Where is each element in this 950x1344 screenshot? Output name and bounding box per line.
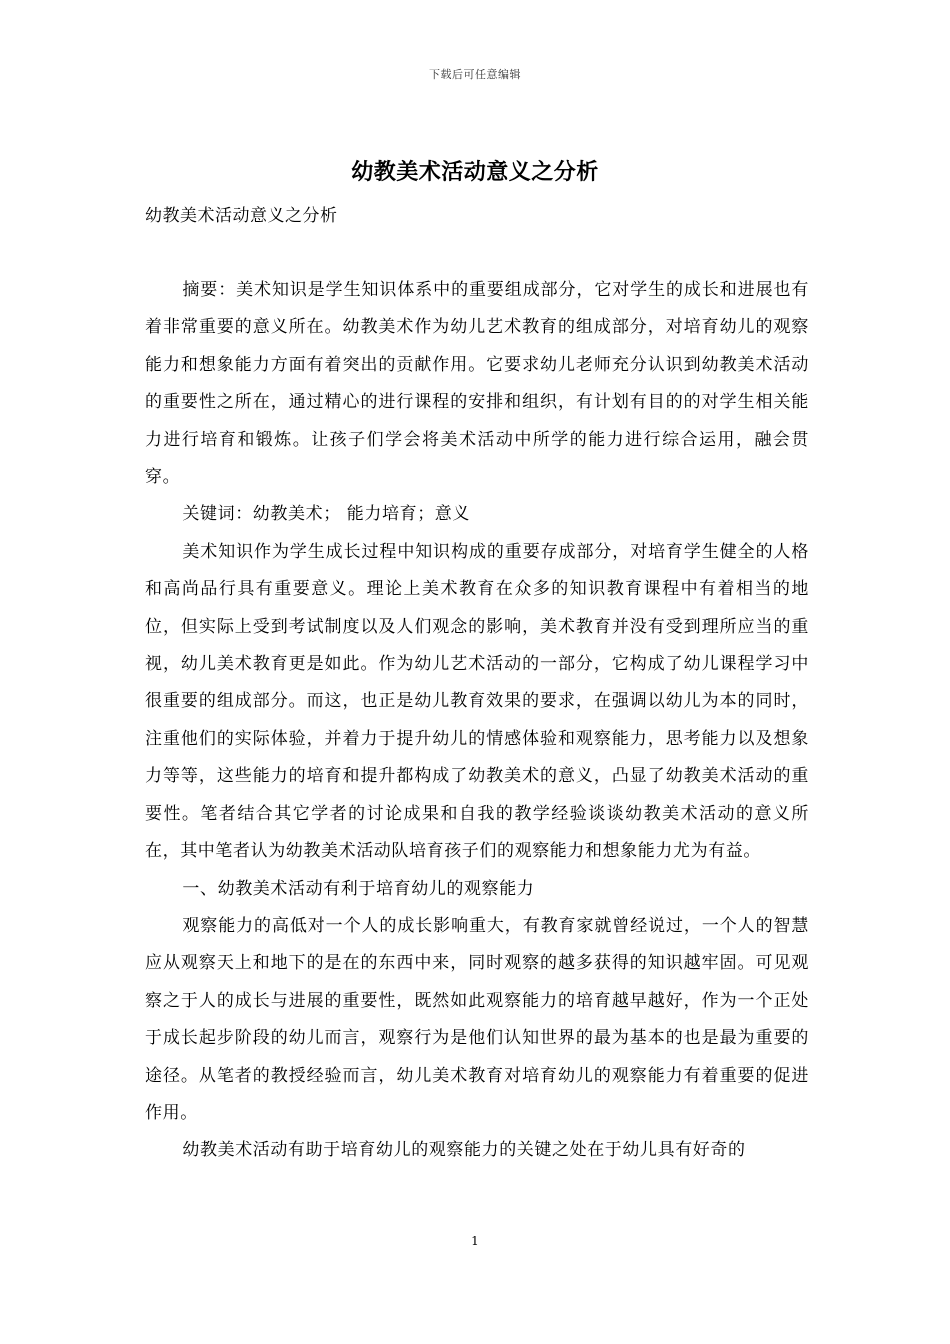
document-body bbox=[145, 272, 809, 1170]
body-paragraph: 美术知识作为学生成长过程中知识构成的重要存成部分，对培育学生健全的人格和高尚品行具有重要意义。理论上美术教育在众多的知识教育课程中有着相当的地位，但实际上受到考试制度以及人们观念的影响，美术教育并没有受到理所应当的重视，幼儿美术教育更是如此。作为幼儿艺术活动的一部分，它构成了幼儿课程学习中很重要的组成部分。而这，也正是幼儿教育效果的要求，在强调以幼儿为本的同时，注重他们的实际体验，并着力于提升幼儿的情感体验和观察能力，思考能力以及想象力等等，这些能力的培育和提升都构成了幼教美术的意义，凸显了幼教美术活动的重要性。笔者结合其它学者的讨论成果和自我的教学经验谈谈幼教美术活动的意义所在，其中笔者认为幼教美术活动队培育孩子们的观察能力和想象能力尤为有益。 bbox=[145, 541, 809, 862]
section-heading: 一、幼教美术活动有利于培育幼儿的观察能力 bbox=[182, 878, 535, 899]
abstract-paragraph: 摘要：美术知识是学生知识体系中的重要组成部分，它对学生的成长和进展也有着非常重要的意义所在。幼教美术作为幼儿艺术教育的组成部分，对培育幼儿的观察能力和想象能力方面有着突出的贡献作用。它要求幼儿老师充分认识到幼教美术活动的重要性之所在，通过精心的进行课程的安排和组织，有计划有目的的对学生相关能力进行培育和锻炼。让孩子们学会将美术活动中所学的能力进行综合运用，融会贯穿。 bbox=[145, 280, 809, 488]
page-number: 1 bbox=[471, 1234, 479, 1248]
keywords-paragraph: 关键词：幼教美术； 能力培育；意义 bbox=[182, 504, 470, 525]
document-title: 幼教美术活动意义之分析 bbox=[351, 159, 599, 185]
document-subtitle: 幼教美术活动意义之分析 bbox=[145, 206, 338, 226]
body-paragraph: 幼教美术活动有助于培育幼儿的观察能力的关键之处在于幼儿具有好奇的 bbox=[182, 1140, 746, 1161]
body-paragraph: 观察能力的高低对一个人的成长影响重大，有教育家就曾经说过，一个人的智慧应从观察天上和地下的是在的东西中来，同时观察的越多获得的知识越牢固。可见观察之于人的成长与进展的重要性，既然如此观察能力的培育越早越好，作为一个正处于成长起步阶段的幼儿而言，观察行为是他们认知世界的最为基本的也是最为重要的途径。从笔者的教授经验而言，幼儿美术教育对培育幼儿的观察能力有着重要的促进作用。 bbox=[145, 915, 809, 1123]
header-note: 下载后可任意编辑 bbox=[429, 68, 521, 81]
